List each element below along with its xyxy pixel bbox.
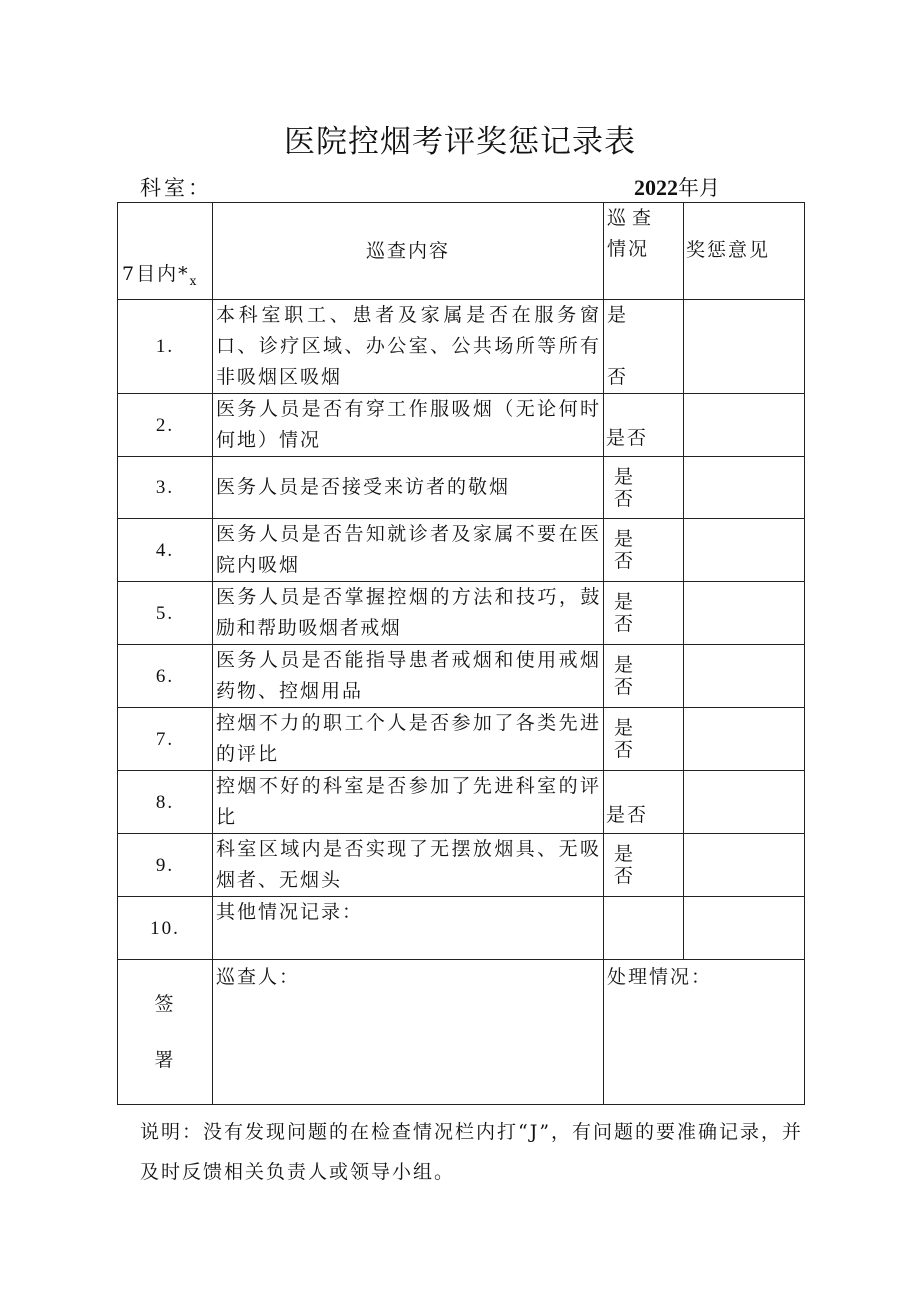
row-check[interactable]: 是否 <box>604 771 684 834</box>
check-yes: 是 <box>614 843 636 865</box>
row-opinion[interactable] <box>684 582 805 645</box>
table-row <box>118 300 805 394</box>
table-header-row <box>118 203 805 300</box>
check-no: 否 <box>614 550 636 572</box>
header-index-text: 7目内* <box>122 263 190 286</box>
header-opinion: 奖惩意见 <box>684 203 805 300</box>
header-index-sub: x <box>189 274 199 288</box>
table-row <box>118 582 805 645</box>
header-index <box>118 203 213 300</box>
row-opinion[interactable] <box>684 519 805 582</box>
row-opinion[interactable] <box>684 897 805 960</box>
table-row <box>118 897 805 960</box>
check-no: 否 <box>614 739 636 761</box>
table-row <box>118 834 805 897</box>
row-number: 3. <box>118 457 213 519</box>
check-yes: 是 <box>614 591 636 613</box>
signature-row <box>118 960 805 1105</box>
row-content: 控烟不力的职工个人是否参加了各类先进的评比 <box>213 708 604 771</box>
row-number: 5. <box>118 582 213 645</box>
row-check[interactable] <box>604 457 684 519</box>
year-value: 2022 <box>634 175 678 200</box>
table-row <box>118 708 805 771</box>
row-content: 医务人员是否告知就诊者及家属不要在医院内吸烟 <box>213 519 604 582</box>
check-no: 否 <box>607 366 629 388</box>
check-yes: 是 <box>614 528 636 550</box>
row-content: 医务人员是否掌握控烟的方法和技巧，鼓励和帮助吸烟者戒烟 <box>213 582 604 645</box>
footnote: 说明：没有发现问题的在检查情况栏内打“J”，有问题的要准确记录，并及时反馈相关负责人或领导小组。 <box>140 1121 804 1183</box>
row-opinion[interactable] <box>684 394 805 457</box>
row-number: 1. <box>118 300 213 394</box>
table-row <box>118 771 805 834</box>
check-yes: 是 <box>614 717 636 739</box>
row-check[interactable] <box>604 897 684 960</box>
table-row <box>118 645 805 708</box>
row-number: 8. <box>118 771 213 834</box>
row-opinion[interactable] <box>684 645 805 708</box>
row-number: 9. <box>118 834 213 897</box>
signature-label-2: 署 <box>154 1049 176 1071</box>
row-content: 医务人员是否能指导患者戒烟和使用戒烟药物、控烟用品 <box>213 645 604 708</box>
table-row <box>118 457 805 519</box>
inspection-table <box>117 202 805 1105</box>
table-row <box>118 519 805 582</box>
row-check[interactable] <box>604 582 684 645</box>
row-number: 7. <box>118 708 213 771</box>
header-inspection-line1: 巡查 <box>607 207 658 229</box>
row-opinion[interactable] <box>684 300 805 394</box>
department-label: 科室： <box>140 176 212 200</box>
row-check[interactable] <box>604 300 684 394</box>
row-number: 10. <box>118 897 213 960</box>
signature-label <box>118 960 213 1105</box>
check-no: 否 <box>614 613 636 635</box>
check-yes: 是 <box>614 465 636 488</box>
row-check[interactable] <box>604 645 684 708</box>
row-content: 科室区域内是否实现了无摆放烟具、无吸烟者、无烟头 <box>213 834 604 897</box>
row-number: 2. <box>118 394 213 457</box>
row-check[interactable] <box>604 519 684 582</box>
row-opinion[interactable] <box>684 834 805 897</box>
row-number: 4. <box>118 519 213 582</box>
row-opinion[interactable] <box>684 771 805 834</box>
check-yes: 是 <box>607 304 629 326</box>
check-no: 否 <box>614 676 636 698</box>
row-check[interactable] <box>604 708 684 771</box>
row-opinion[interactable] <box>684 457 805 519</box>
check-no: 否 <box>614 865 636 887</box>
inspector-signature[interactable]: 巡查人： <box>213 960 604 1105</box>
header-inspection <box>604 203 684 300</box>
signature-label-1: 签 <box>154 993 176 1015</box>
row-opinion[interactable] <box>684 708 805 771</box>
row-check[interactable] <box>604 834 684 897</box>
header-content: 巡查内容 <box>213 203 604 300</box>
check-yes: 是 <box>614 654 636 676</box>
handling-status[interactable]: 处理情况： <box>604 960 805 1105</box>
row-content: 控烟不好的科室是否参加了先进科室的评比 <box>213 771 604 834</box>
header-inspection-line2: 情况 <box>607 238 650 260</box>
row-content: 医务人员是否有穿工作服吸烟（无论何时何地）情况 <box>213 394 604 457</box>
check-no: 否 <box>614 487 636 510</box>
row-content: 本科室职工、患者及家属是否在服务窗口、诊疗区域、办公室、公共场所等所有非吸烟区吸烟 <box>213 300 604 394</box>
row-number: 6. <box>118 645 213 708</box>
row-content-other[interactable]: 其他情况记录： <box>213 897 604 960</box>
table-row <box>118 394 805 457</box>
row-check[interactable]: 是否 <box>604 394 684 457</box>
document-title: 医院控烟考评奖惩记录表 <box>284 124 636 160</box>
row-content: 医务人员是否接受来访者的敬烟 <box>213 457 604 519</box>
date-field <box>634 172 720 202</box>
year-month-label: 年月 <box>678 176 720 200</box>
